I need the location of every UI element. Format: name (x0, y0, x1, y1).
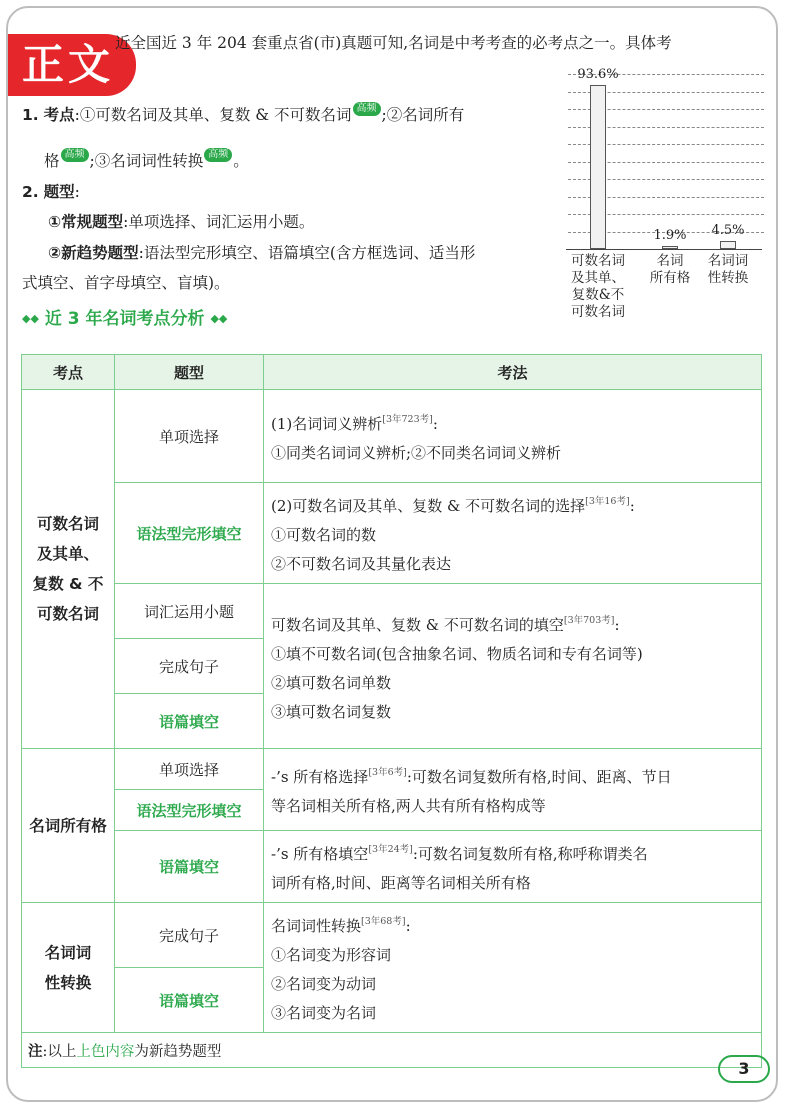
table-row (22, 831, 762, 903)
method-text: ①同类名词词义辨析;②不同类名词词义辨析 (271, 443, 562, 462)
chart-data-label: 93.6% (577, 67, 619, 83)
section-kaodian-line2 (44, 148, 544, 172)
high-frequency-badge: 高频 (61, 148, 89, 162)
section-label: 考点 (43, 106, 75, 124)
kaodian-line: 可数名词 (36, 605, 99, 623)
note-colored-text: 上色内容 (76, 1043, 135, 1060)
section-kaodian (22, 102, 557, 126)
type-cell: 语篇填空 (115, 831, 264, 903)
method-text: ①可数名词的数 (271, 526, 377, 544)
method-text: : (405, 917, 411, 935)
method-text: : (614, 615, 620, 634)
chart-category-line: 复数&不 (571, 287, 625, 303)
chart-category-line: 性转换 (707, 270, 749, 286)
method-text: :可数名词复数所有格,时间、距离、节日 (406, 768, 672, 786)
chart-x-axis (566, 249, 762, 250)
high-frequency-badge: 高频 (353, 102, 381, 116)
kaodian-line: 名词词 (44, 943, 92, 962)
frequency-tag: [3年24考] (368, 844, 413, 855)
table-note (22, 1033, 762, 1068)
method-text: 可数名词及其单、复数 & 不可数名词的填空 (271, 615, 564, 634)
kaodian-line: 及其单、 (36, 545, 99, 563)
kaodian-text-1: :①可数名词及其单、复数 & 不可数名词 (74, 106, 352, 124)
tixing-line-1 (48, 211, 314, 233)
table-row (22, 483, 762, 584)
table-header-row (22, 355, 762, 390)
table-note-row (22, 1033, 762, 1068)
method-text: ②名词变为动词 (271, 975, 377, 993)
kaodian-cell: 名词所有格 (22, 749, 115, 903)
tixing-line-3: 式填空、首字母填空、盲填)。 (22, 274, 230, 292)
type-cell: 单项选择 (115, 749, 264, 790)
frequency-tag: [3年6考] (368, 767, 407, 778)
header-kaofa: 考法 (264, 355, 762, 390)
chart-category-line: 名词 (656, 253, 684, 269)
method-text: (1)名词词义辨析 (271, 414, 383, 433)
type-cell: 语篇填空 (115, 968, 264, 1033)
analysis-table (21, 354, 762, 1068)
method-text: : (432, 414, 438, 433)
method-text: ③名词变为名词 (271, 1004, 377, 1022)
table-row (22, 584, 762, 639)
method-cell (264, 831, 762, 903)
kaodian-cell (22, 903, 115, 1033)
method-text: ①填不可数名词(包含抽象名词、物质名词和专有名词等) (271, 644, 643, 663)
method-text: ①名词变为形容词 (271, 946, 392, 964)
note-text: :以上 (42, 1043, 77, 1060)
method-text: 词所有格,时间、距离等名词相关所有格 (271, 874, 531, 892)
type-cell: 完成句子 (115, 903, 264, 968)
regular-type-text: :单项选择、词汇运用小题。 (123, 213, 315, 231)
new-type-label: ②新趋势题型 (48, 244, 139, 262)
kaodian-text-3: 格 (44, 152, 60, 170)
method-text: ③填可数名词复数 (271, 702, 392, 721)
note-label: 注 (28, 1043, 43, 1060)
subheading (22, 304, 227, 329)
new-type-text: :语法型完形填空、语篇填空(含方框选词、适当形 (138, 244, 476, 262)
diamond-icon: ◆◆ (22, 312, 39, 325)
method-cell (264, 483, 762, 584)
table-row (22, 749, 762, 790)
diamond-icon: ◆◆ (210, 312, 228, 325)
section-colon: : (74, 183, 80, 201)
method-text: ②不可数名词及其量化表达 (271, 555, 452, 573)
section-num: 2. (22, 183, 39, 201)
method-cell (264, 390, 762, 483)
kaodian-text-5: 。 (233, 152, 249, 170)
kaodian-line: 可数名词 (36, 515, 99, 533)
chart-category-line: 及其单、 (571, 270, 625, 286)
method-cell (264, 749, 762, 831)
method-cell (264, 584, 762, 749)
method-text: : (629, 497, 635, 515)
chart-category-line: 可数名词 (571, 253, 625, 269)
type-cell: 完成句子 (115, 639, 264, 694)
regular-type-label: ①常规题型 (48, 213, 124, 231)
chart-category-label (693, 253, 763, 287)
chart-bar (720, 241, 736, 249)
section-badge: 正文 (8, 34, 136, 96)
kaodian-line: 性转换 (44, 973, 92, 992)
method-text: (2)可数名词及其单、复数 & 不可数名词的选择 (271, 497, 586, 515)
page-number: 3 (718, 1055, 770, 1083)
chart-bar (662, 246, 678, 249)
chart-data-label: 1.9% (653, 227, 687, 243)
intro-text: 近全国近 3 年 204 套重点省(市)真题可知,名词是中考考查的必考点之一。具体考 (115, 34, 672, 52)
frequency-tag: [3年723考] (382, 413, 433, 425)
section-num: 1. (22, 106, 39, 124)
high-frequency-badge: 高频 (204, 148, 232, 162)
type-cell: 单项选择 (115, 390, 264, 483)
frequency-tag: [3年703考] (563, 614, 615, 626)
type-cell: 语法型完形填空 (115, 790, 264, 831)
header-tixing: 题型 (115, 355, 264, 390)
bar-chart (560, 58, 770, 338)
section-tixing (22, 181, 80, 203)
frequency-tag: [3年16考] (585, 496, 630, 507)
method-text: 名词词性转换 (271, 917, 362, 935)
chart-category-line: 所有格 (649, 270, 691, 286)
type-cell: 语篇填空 (115, 694, 264, 749)
kaodian-cell (22, 390, 115, 749)
header-kaodian: 考点 (22, 355, 115, 390)
method-text: 等名词相关所有格,两人共有所有格构成等 (271, 797, 546, 815)
type-cell: 语法型完形填空 (115, 483, 264, 584)
chart-category-label (563, 253, 633, 321)
method-text: -’s 所有格选择 (271, 768, 369, 786)
chart-data-label: 4.5% (711, 223, 745, 239)
kaodian-text-4: ;③名词词性转换 (89, 152, 204, 170)
method-text: :可数名词复数所有格,称呼称谓类名 (412, 845, 648, 863)
chart-category-line: 名词词 (707, 253, 749, 269)
kaodian-line: 复数 & 不 (32, 575, 104, 593)
method-cell (264, 903, 762, 1033)
note-text: 为新趋势题型 (134, 1043, 222, 1060)
section-label: 题型 (43, 183, 75, 201)
method-text: ②填可数名词单数 (271, 673, 392, 692)
frequency-tag: [3年68考] (361, 916, 406, 927)
table-row (22, 390, 762, 483)
type-cell: 词汇运用小题 (115, 584, 264, 639)
table-row (22, 903, 762, 968)
subheading-text: 近 3 年名词考点分析 (44, 309, 205, 329)
chart-bar (590, 85, 606, 249)
tixing-line-2 (48, 242, 558, 264)
kaodian-text-2: ;②名词所有 (381, 106, 465, 124)
chart-category-line: 可数名词 (571, 304, 625, 320)
method-text: -’s 所有格填空 (271, 845, 369, 863)
